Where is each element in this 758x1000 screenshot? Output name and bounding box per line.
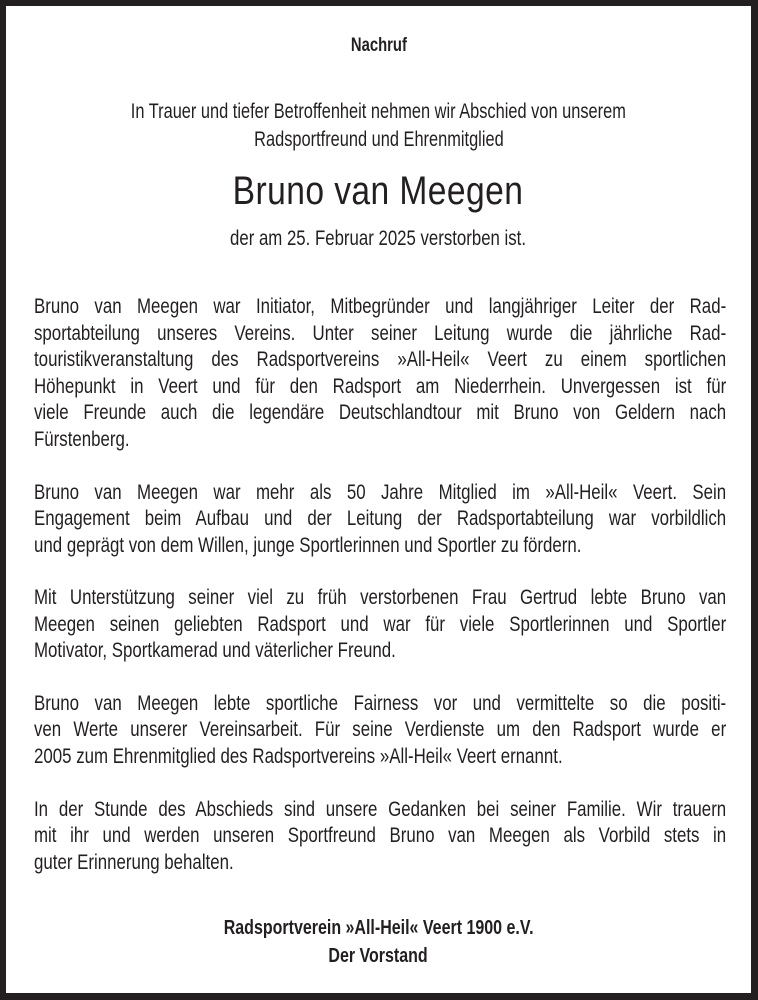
body-line: sportabteilung unseres Vereins. Unter seiner Leitung wurde die jährliche Rad-: [34, 322, 727, 345]
body-line: Fürstenberg.: [34, 428, 130, 451]
body-line: und geprägt von dem Willen, junge Sportlerinnen und Sportler zu fördern.: [34, 534, 582, 557]
signature-board-text: Der Vorstand: [328, 945, 429, 967]
date-of-death-text: der am 25. Februar 2025 verstorben ist.: [230, 227, 527, 250]
body-line: Bruno van Meegen war mehr als 50 Jahre Mitglied im »All-Heil« Veert. Sein: [34, 481, 727, 504]
body-line: In der Stunde des Abschieds sind unsere Gedanken bei seiner Familie. Wir trauern: [34, 798, 727, 821]
body-line: viele Freunde auch die legendäre Deutschlandtour mit Bruno von Geldern nach: [34, 401, 727, 424]
body-line: touristikveranstaltung des Radsportvereins »All-Heil« Veert zu einem sportlichen: [34, 348, 727, 371]
body-line: Höhepunkt in Veert und für den Radsport am Niederrhein. Unvergessen ist für: [34, 375, 727, 398]
heading: [6, 35, 751, 57]
obituary-notice: [6, 6, 751, 993]
intro-line: [6, 100, 751, 124]
deceased-name: [6, 169, 751, 214]
date-of-death: [6, 227, 751, 251]
deceased-name-text: Bruno van Meegen: [233, 169, 524, 213]
body-line: Engagement beim Aufbau und der Leitung der Radsportabteilung war vorbildlich: [34, 507, 727, 530]
body-line: mit ihr und werden unseren Sportfreund Bruno van Meegen als Vorbild stets in: [34, 824, 727, 847]
intro-line-text: In Trauer und tiefer Betroffenheit nehmen wir Abschied von unserem: [130, 100, 627, 123]
body-line: Bruno van Meegen lebte sportliche Fairness vor und vermittelte so die positi-: [34, 692, 727, 715]
body-line: Mit Unterstützung seiner viel zu früh verstorbenen Frau Gertrud lebte Bruno van: [34, 586, 727, 609]
signature-board: [6, 945, 751, 968]
heading-text: Nachruf: [350, 35, 407, 56]
body-line: guter Erinnerung behalten.: [34, 851, 234, 874]
intro-line-text: Radsportfreund und Ehrenmitglied: [253, 128, 504, 151]
signature-organization: [6, 917, 751, 940]
intro-line: [6, 128, 751, 152]
body-line: Bruno van Meegen war Initiator, Mitbegründer und langjähriger Leiter der Rad-: [34, 295, 727, 318]
body-line: Motivator, Sportkamerad und väterlicher Freund.: [34, 639, 396, 662]
body-line: ven Werte unserer Vereinsarbeit. Für seine Verdienste um den Radsport wurde er: [34, 718, 727, 741]
body-line: 2005 zum Ehrenmitglied des Radsportvereins »All-Heil« Veert ernannt.: [34, 745, 563, 768]
body-line: Meegen seinen geliebten Radsport und war für viele Sportlerinnen und Sportler: [34, 613, 727, 636]
signature-organization-text: Radsportverein »All-Heil« Veert 1900 e.V.: [223, 917, 534, 939]
